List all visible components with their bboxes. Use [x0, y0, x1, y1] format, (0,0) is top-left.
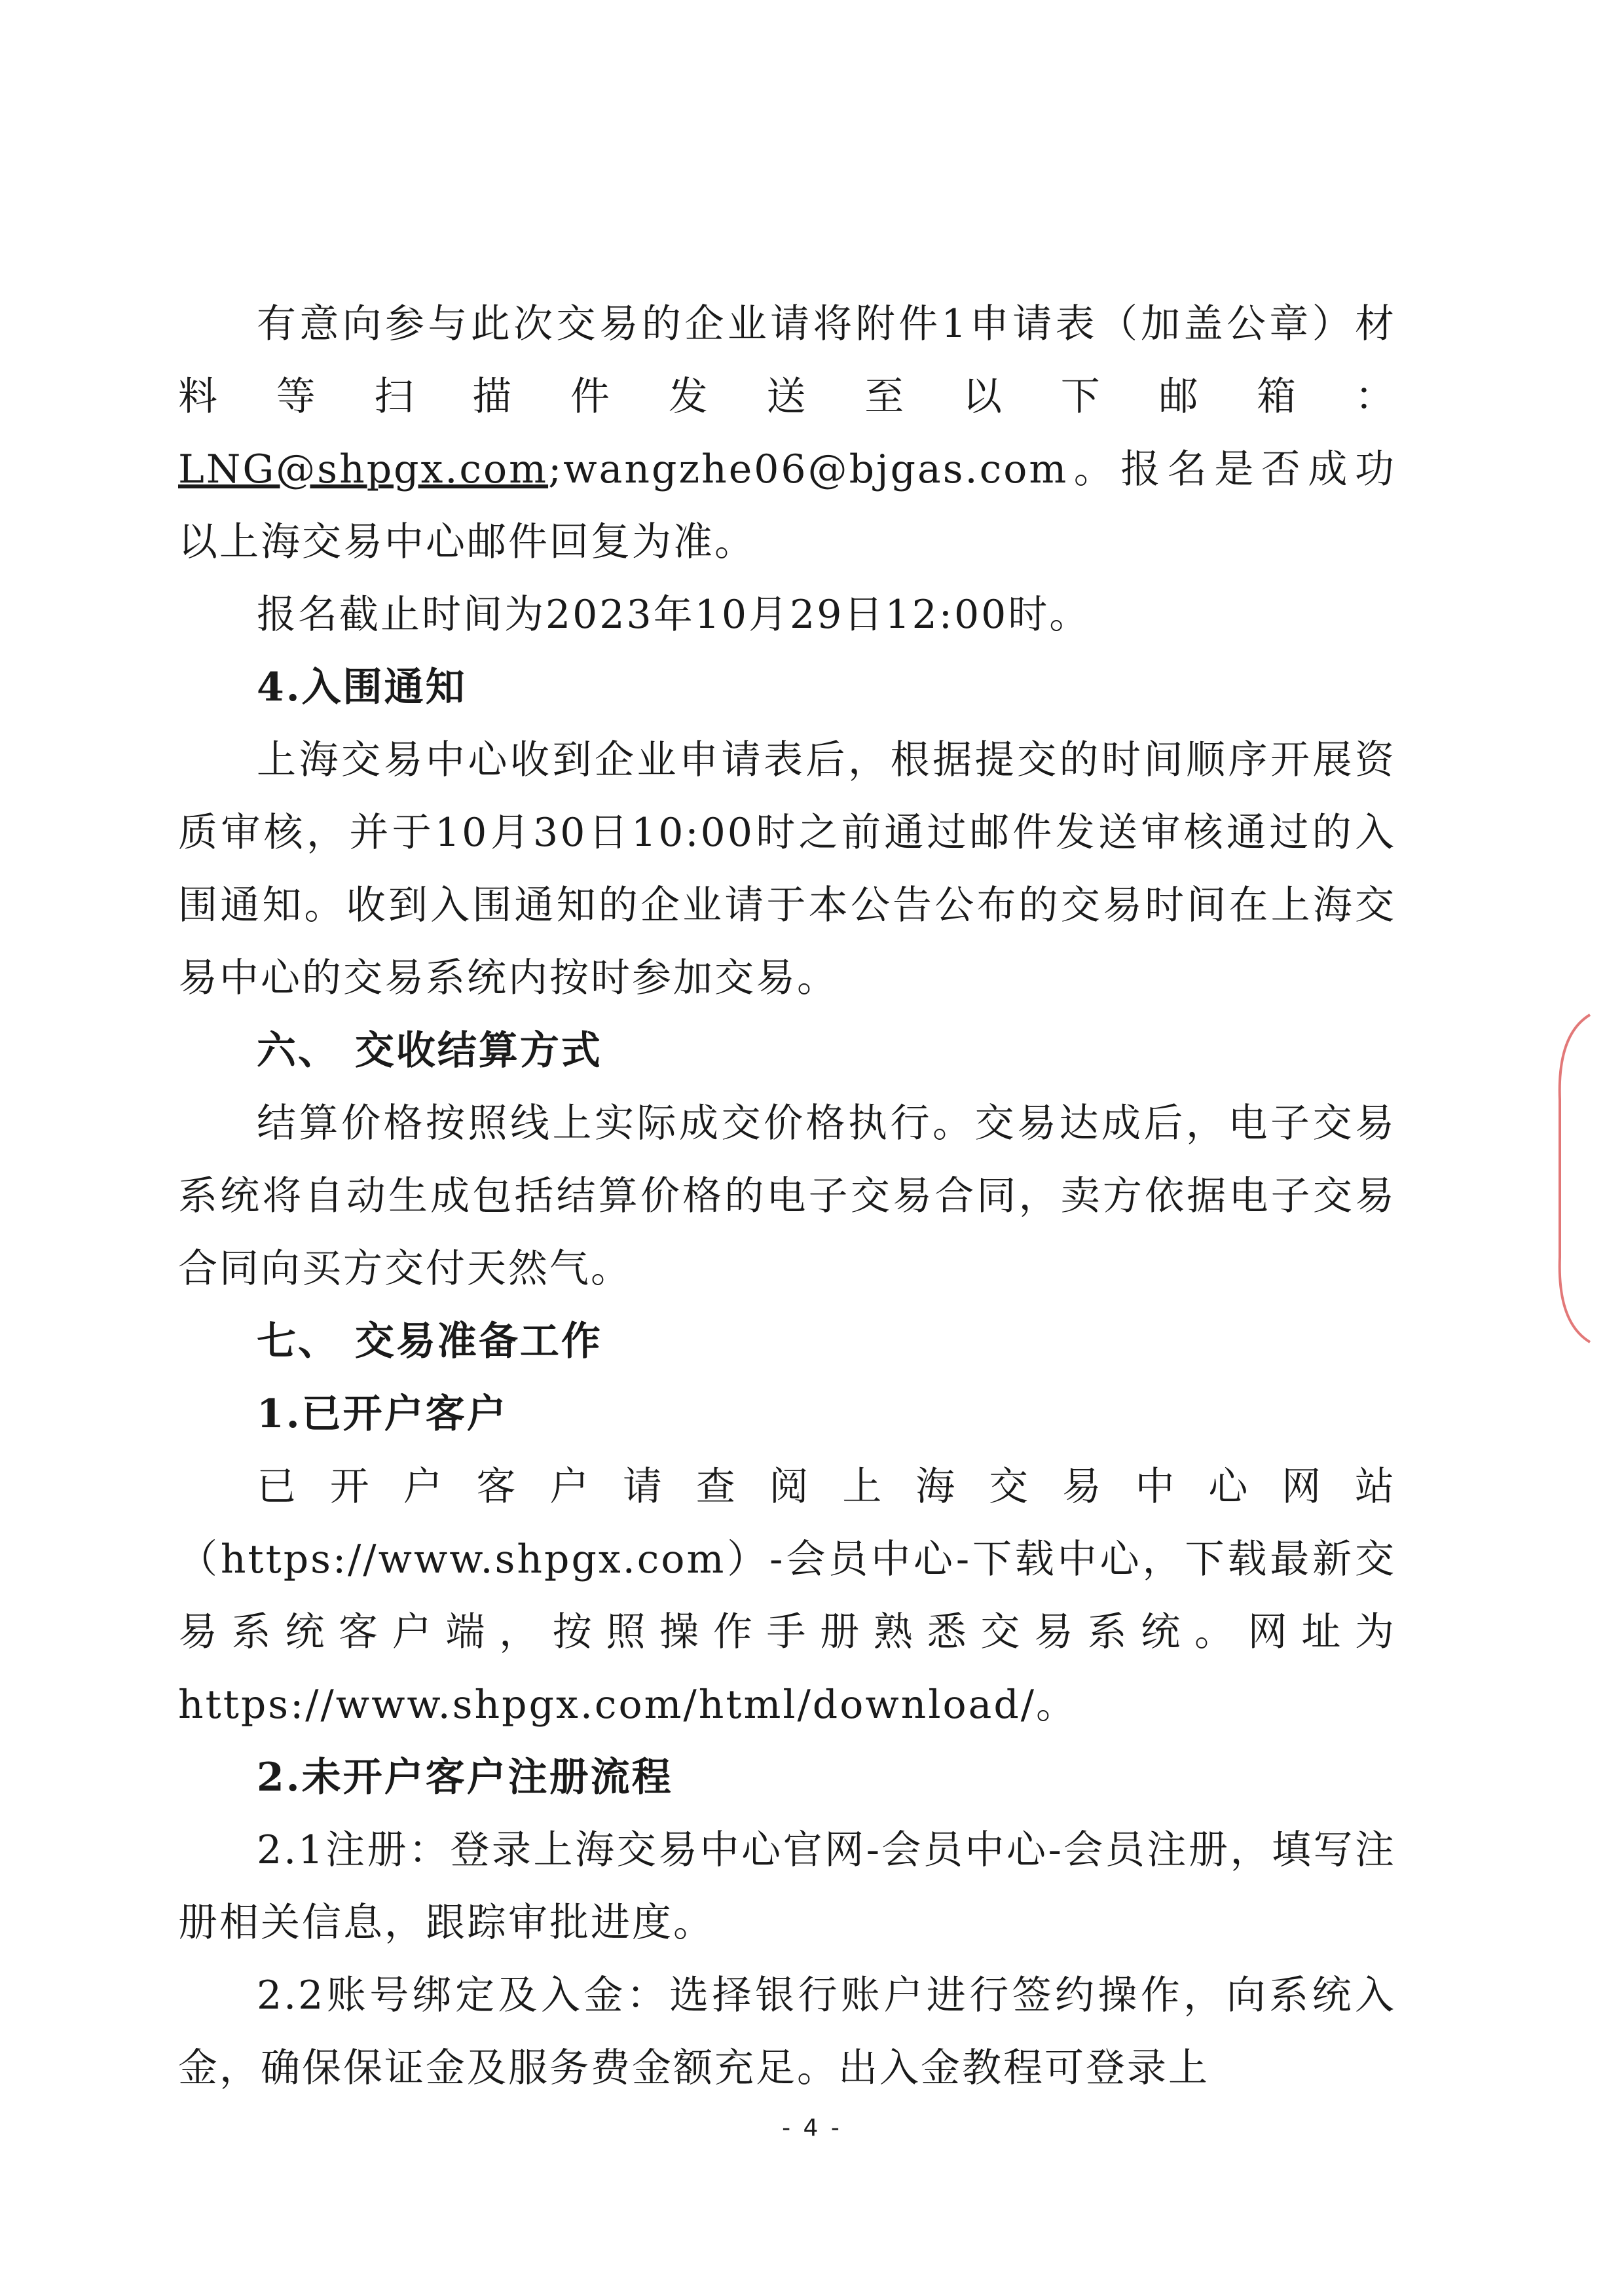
document-body — [178, 288, 1396, 2105]
section-heading — [178, 1741, 1396, 1814]
paragraph-text: ;wangzhe06@bjgas.com。报名是否成功以上海交易中心邮件回复为准。 — [178, 446, 1396, 565]
page-number: - 4 - — [782, 2115, 842, 2141]
red-seal-stamp — [1551, 1008, 1596, 1349]
body-paragraph — [178, 1814, 1396, 1959]
body-paragraph — [178, 1451, 1396, 1741]
email-address: LNG@shpgx.com — [178, 446, 549, 492]
paragraph-text: 六、 交收结算方式 — [257, 1028, 602, 1074]
paragraph-text: 2.未开户客户注册流程 — [257, 1755, 673, 1800]
body-paragraph — [178, 1959, 1396, 2105]
body-paragraph — [178, 288, 1396, 579]
seal-border — [1551, 1008, 1596, 1349]
paragraph-text: 1.已开户客户 — [257, 1391, 508, 1437]
section-heading — [178, 1015, 1396, 1087]
body-paragraph — [178, 724, 1396, 1015]
paragraph-text: 4.入围通知 — [257, 665, 467, 710]
paragraph-text: 2.1注册：登录上海交易中心官网-会员中心-会员注册，填写注册相关信息，跟踪审批进度。 — [178, 1827, 1396, 1946]
paragraph-text: 有意向参与此次交易的企业请将附件1申请表（加盖公章）材料等扫描件发送至以下邮箱： — [178, 301, 1396, 420]
paragraph-text: 2.2账号绑定及入金：选择银行账户进行签约操作，向系统入金，确保保证金及服务费金额充足。出入金教程可登录上 — [178, 1973, 1396, 2091]
paragraph-text: 已开户客户请查阅上海交易中心网站（https://www.shpgx.com）-会员中心-下载中心，下载最新交易系统客户端，按照操作手册熟悉交易系统。网址为https://www.shpgx.com/html/download/。 — [178, 1464, 1396, 1728]
section-heading — [178, 651, 1396, 724]
section-heading — [178, 1305, 1396, 1378]
paragraph-text: 结算价格按照线上实际成交价格执行。交易达成后，电子交易系统将自动生成包括结算价格的电子交易合同，卖方依据电子交易合同向买方交付天然气。 — [178, 1101, 1396, 1292]
body-paragraph — [178, 579, 1396, 651]
paragraph-text: 上海交易中心收到企业申请表后，根据提交的时间顺序开展资质审核，并于10月30日10:00时之前通过邮件发送审核通过的入围通知。收到入围通知的企业请于本公告公布的交易时间在上海交易中心的交易系统内按时参加交易。 — [178, 737, 1396, 1001]
paragraph-text: 七、 交易准备工作 — [257, 1319, 602, 1364]
paragraph-text: 报名截止时间为2023年10月29日12:00时。 — [257, 592, 1091, 638]
section-heading — [178, 1378, 1396, 1451]
body-paragraph — [178, 1087, 1396, 1305]
